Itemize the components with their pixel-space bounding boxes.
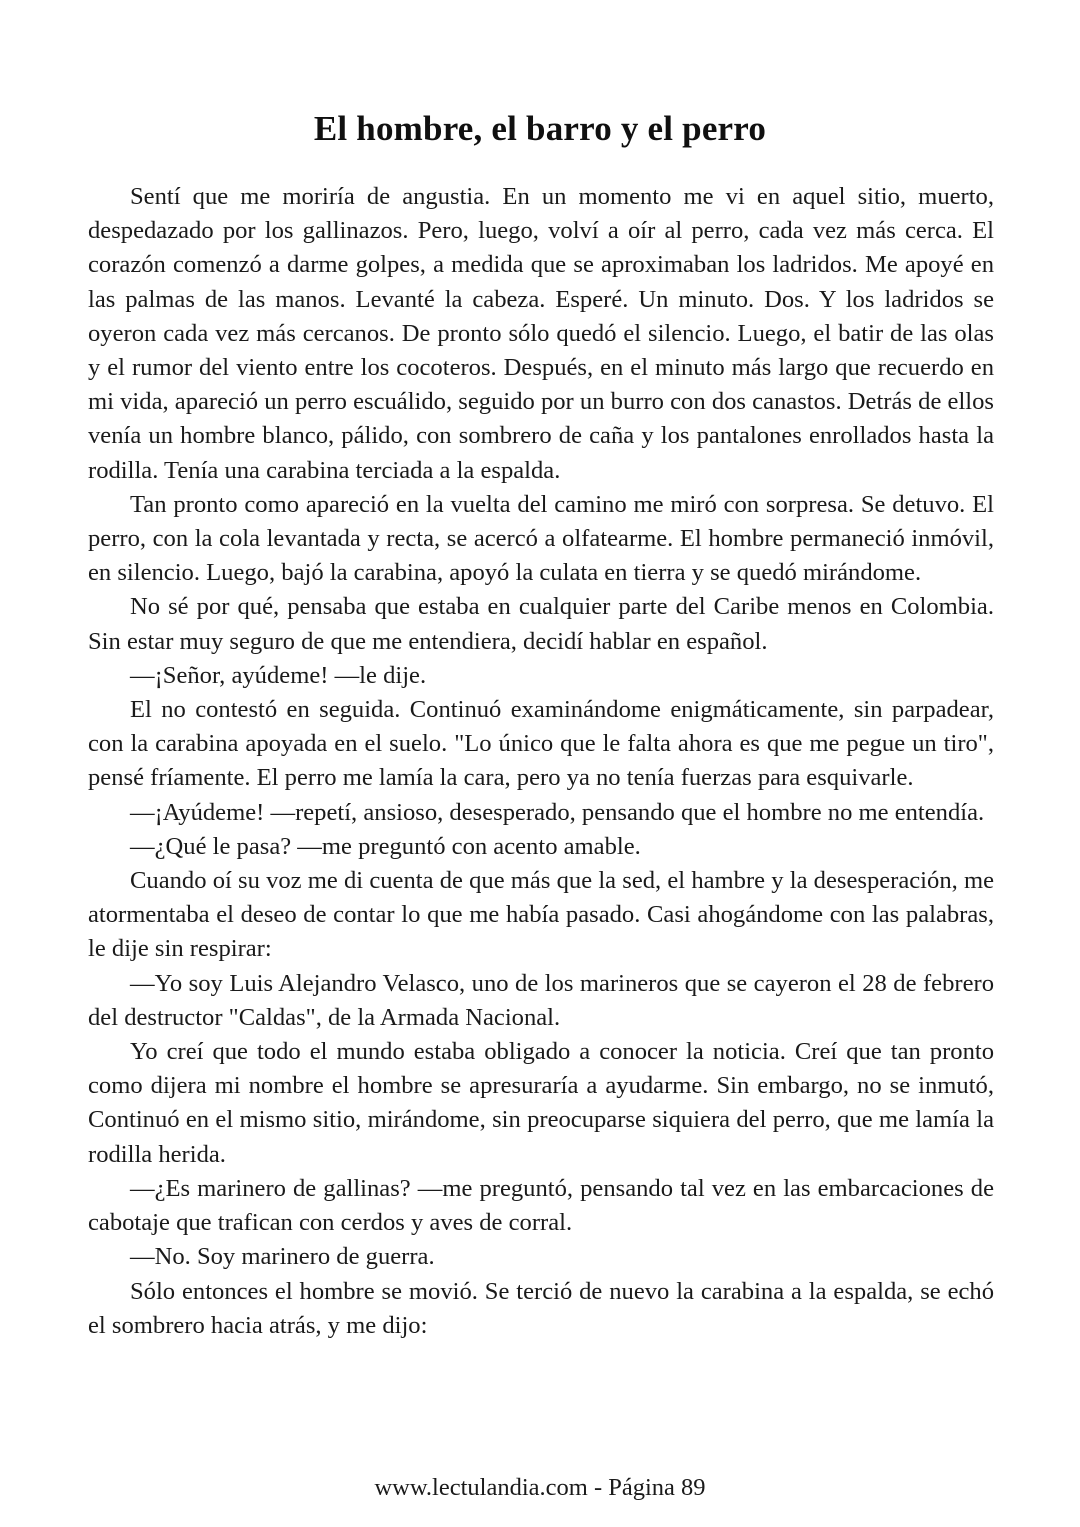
page-title: El hombre, el barro y el perro: [313, 109, 767, 149]
dialogue-line: —¡Señor, ayúdeme! —le dije.: [130, 661, 427, 689]
paragraph: Cuando oí su voz me di cuenta de que más que la sed, el hambre y la desesperación, me atormentaba el deseo de contar lo que me había pasado. Casi ahogándome con las palabras, le dije sin respirar:: [88, 867, 994, 963]
paragraph: Tan pronto como apareció en la vuelta del camino me miró con sorpresa. Se detuvo. El perro, con la cola levantada y recta, se acercó a olfatearme. El hombre permaneció inmóvil, en silencio. Luego, bajó la carabina, apoyó la culata en tierra y se quedó mirándome.: [88, 490, 994, 587]
paragraph: Sentí que me moriría de angustia. En un momento me vi en aquel sitio, muerto, despedazado por los gallinazos. Pero, luego, volví a oír al perro, cada vez más cerca. El corazón comenzó a darme golpes, a medida que se aproximaban los ladridos. Me apoyé en las palmas de las manos. Levanté la cabeza. Esperé. Un minuto. Dos. Y los ladridos se oyeron cada vez más cercanos. De pronto sólo quedó el silencio. Luego, el batir de las olas y el rumor del viento entre los cocoteros. Después, en el minuto más largo que recuerdo en mi vida, apareció un perro escuálido, seguido por un burro con dos canastos. Detrás de ellos venía un hombre blanco, pálido, con sombrero de caña y los pantalones enrollados hasta la rodilla. Tenía una carabina terciada a la espalda.: [88, 183, 994, 484]
dialogue-line: —¿Es marinero de gallinas? —me preguntó, pensando tal vez en las embarcaciones de cabotaje que trafican con cerdos y aves de corral.: [88, 1174, 994, 1237]
body-text: [88, 180, 994, 1343]
paragraph: Yo creí que todo el mundo estaba obligado a conocer la noticia. Creí que tan pronto como dijera mi nombre el hombre se apresuraría a ayudarme. Sin embargo, no se inmutó, Continuó en el mismo sitio, mirándome, sin preocuparse siquiera del perro, que me lamía la rodilla herida.: [88, 1038, 994, 1168]
paragraph: El no contestó en seguida. Continuó examinándome enigmáticamente, sin parpadear, con la carabina apoyada en el suelo. "Lo único que le falta ahora es que me pegue un tiro", pensé fríamente. El perro me lamía la cara, pero ya no tenía fuerzas para esquivarle.: [88, 696, 994, 792]
paragraph: No sé por qué, pensaba que estaba en cualquier parte del Caribe menos en Colombia. Sin estar muy seguro de que me entendiera, decidí hablar en español.: [88, 593, 994, 655]
dialogue-line: —¡Ayúdeme! —repetí, ansioso, desesperado, pensando que el hombre no me entendía.: [130, 798, 985, 826]
paragraph: Sólo entonces el hombre se movió. Se terció de nuevo la carabina a la espalda, se echó el sombrero hacia atrás, y me dijo:: [88, 1277, 994, 1339]
dialogue-line: —No. Soy marinero de guerra.: [130, 1243, 435, 1271]
dialogue-line: —¿Qué le pasa? —me preguntó con acento amable.: [130, 832, 641, 860]
dialogue-line: —Yo soy Luis Alejandro Velasco, uno de los marineros que se cayeron el 28 de febrero del destructor "Caldas", de la Armada Nacional.: [88, 969, 994, 1031]
page-footer: www.lectulandia.com - Página 89: [374, 1474, 706, 1501]
